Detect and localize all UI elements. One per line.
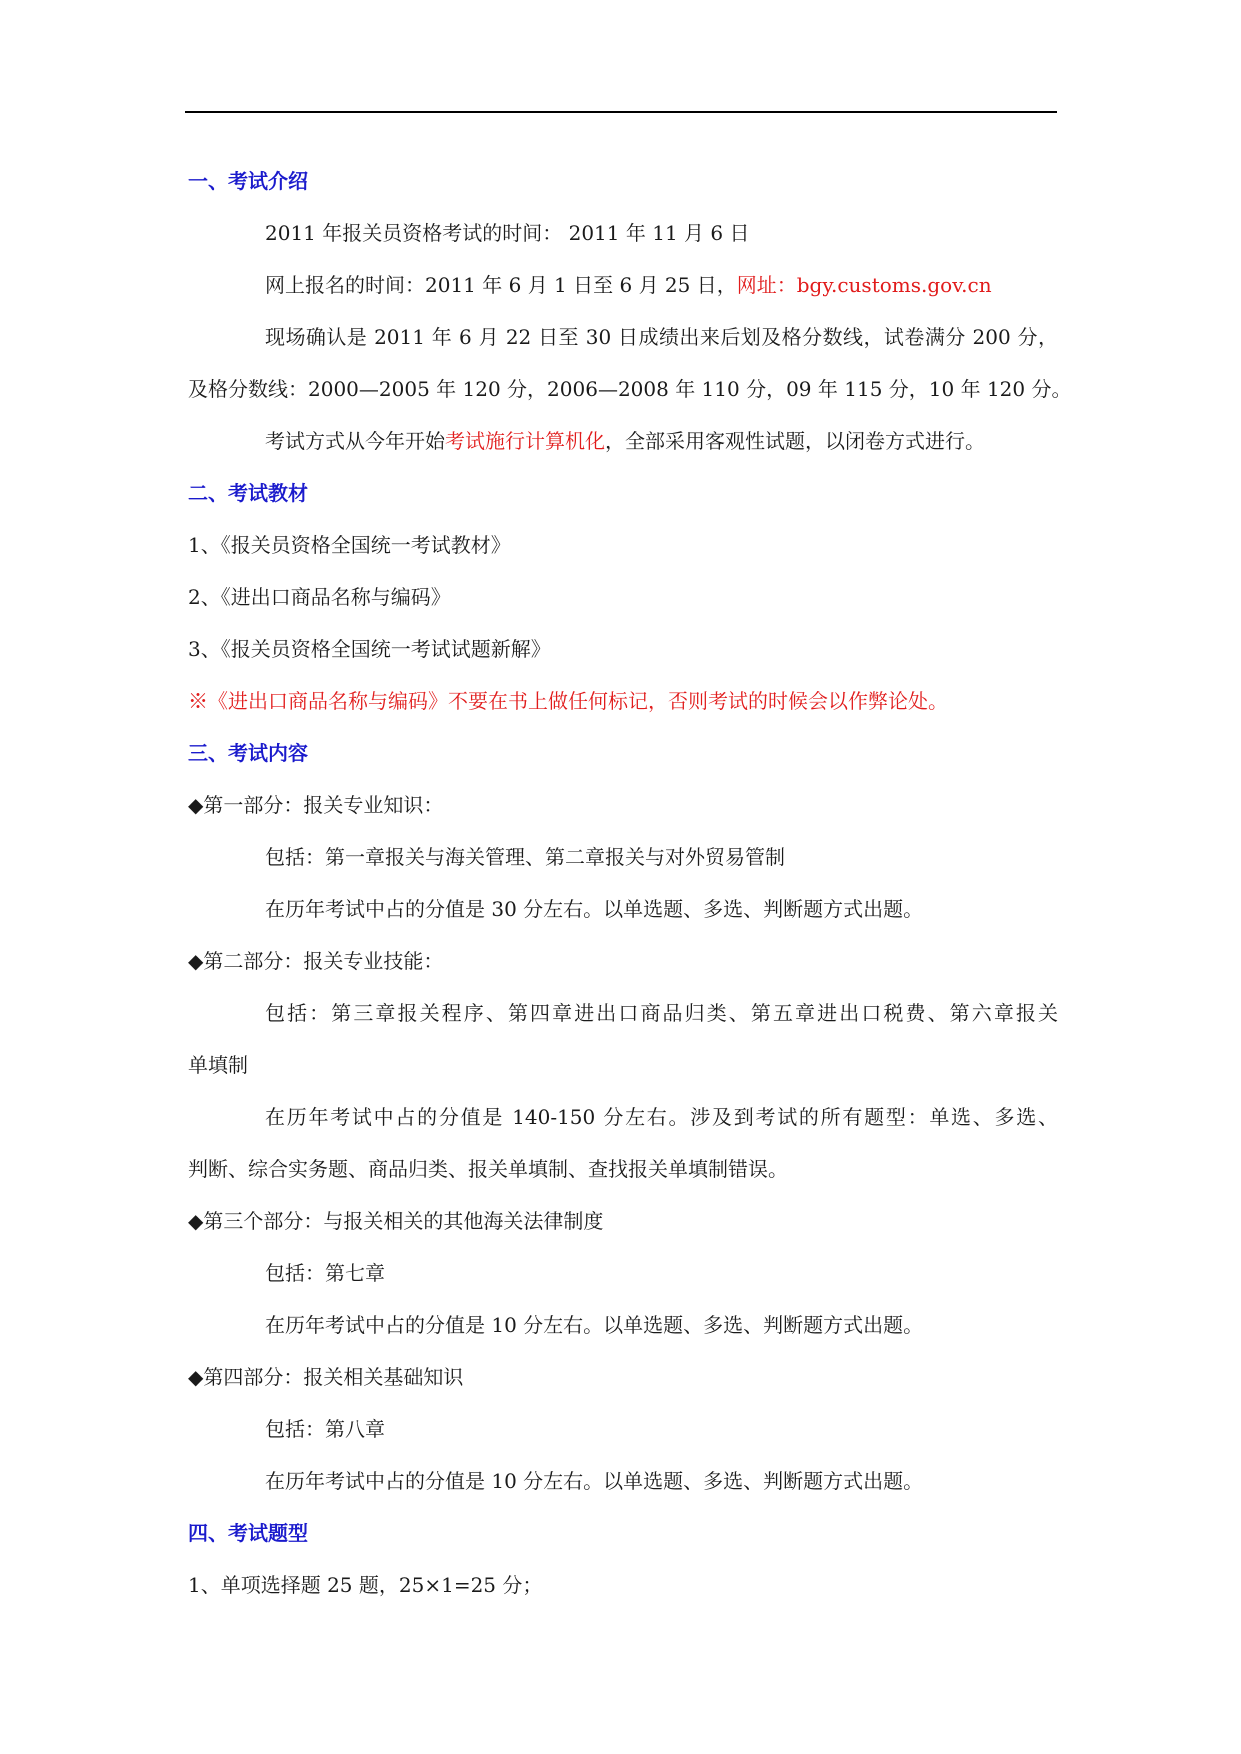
exam-method-pre: 考试方式从今年开始 [265, 429, 445, 453]
question-type-item: 1、单项选择题 25 题，25×1=25 分； [188, 1573, 543, 1597]
exam-method-highlight: 考试施行计算机化 [445, 429, 605, 453]
exam-method-post: ，全部采用客观性试题，以闭卷方式进行。 [605, 429, 985, 453]
textbook-item: 3、《报关员资格全国统一考试试题新解》 [188, 637, 551, 661]
part-1-title: ◆第一部分：报关专业知识： [188, 793, 444, 817]
part-4-include: 包括：第八章 [265, 1417, 385, 1441]
exam-date-line: 2011 年报关员资格考试的时间： 2011 年 11 月 6 日 [265, 221, 750, 245]
confirmation-line-2: 及格分数线：2000—2005 年 120 分，2006—2008 年 110 分，09 年 115 分，10 年 120 分。 [188, 377, 1072, 401]
header-rule [185, 111, 1057, 113]
part-1-include: 包括：第一章报关与海关管理、第二章报关与对外贸易管制 [265, 845, 785, 869]
section-3-heading: 三、考试内容 [188, 741, 308, 765]
part-2-include-line-1: 包括：第三章报关程序、第四章进出口商品归类、第五章进出口税费、第六章报关 [265, 1001, 1058, 1025]
part-2-title: ◆第二部分：报关专业技能： [188, 949, 444, 973]
textbook-item: 1、《报关员资格全国统一考试教材》 [188, 533, 511, 557]
registration-line [188, 259, 1058, 311]
exam-method-line [188, 415, 1058, 467]
part-2-include-line-2: 单填制 [188, 1053, 248, 1077]
document-body [188, 155, 1072, 1611]
part-3-title: ◆第三个部分：与报关相关的其他海关法律制度 [188, 1209, 604, 1233]
part-1-score: 在历年考试中占的分值是 30 分左右。以单选题、多选、判断题方式出题。 [265, 897, 924, 921]
registration-website: 网址：bgy.customs.gov.cn [736, 273, 992, 297]
part-2-score-line-1: 在历年考试中占的分值是 140-150 分左右。涉及到考试的所有题型：单选、多选、 [265, 1105, 1058, 1129]
section-1-heading: 一、考试介绍 [188, 169, 308, 193]
part-3-score: 在历年考试中占的分值是 10 分左右。以单选题、多选、判断题方式出题。 [265, 1313, 924, 1337]
section-2-heading: 二、考试教材 [188, 481, 308, 505]
part-3-include: 包括：第七章 [265, 1261, 385, 1285]
part-2-score-line-2: 判断、综合实务题、商品归类、报关单填制、查找报关单填制错误。 [188, 1157, 788, 1181]
textbook-item: 2、《进出口商品名称与编码》 [188, 585, 451, 609]
confirmation-line-1: 现场确认是 2011 年 6 月 22 日至 30 日成绩出来后划及格分数线，试卷满分 200 分， [265, 325, 1058, 349]
part-4-title: ◆第四部分：报关相关基础知识 [188, 1365, 464, 1389]
textbook-warning: ※《进出口商品名称与编码》不要在书上做任何标记，否则考试的时候会以作弊论处。 [188, 689, 948, 713]
part-4-score: 在历年考试中占的分值是 10 分左右。以单选题、多选、判断题方式出题。 [265, 1469, 924, 1493]
section-4-heading: 四、考试题型 [188, 1521, 308, 1545]
registration-time: 网上报名的时间：2011 年 6 月 1 日至 6 月 25 日， [265, 273, 737, 297]
